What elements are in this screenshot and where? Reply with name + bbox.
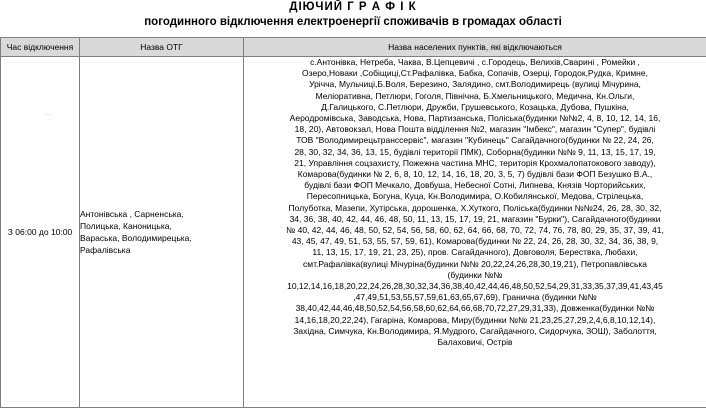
otg-name-line: Антонівська , Сарненська, <box>80 209 184 219</box>
page-title: ДІЮЧИЙ Г Р А Ф І К <box>289 1 417 13</box>
places-line: Меліоративна, Петлюри, Гоголя, Північна, Б.Хмельницького, Медична, Кн.Ольги, <box>315 90 635 101</box>
page-subtitle: погодинного відключення електроенергії споживачів в громадах області <box>144 16 562 28</box>
outage-schedule-table <box>0 37 706 408</box>
places-cell <box>244 57 706 408</box>
column-header-time: Час відключення <box>1 38 80 57</box>
otg-name-line: Вараська, Володимирецька, <box>80 233 192 243</box>
places-line: 43, 45, 47, 49, 51, 53, 55, 57, 59, 61), Комарова(будинки № 22, 24, 26, 28, 30, 32, 34, 36, 38, 9, <box>291 236 659 247</box>
places-line: Урічча, Мульчиці,Б.Воля, Березино, Залядино, смт.Володимирець (вулиці Мічурина, <box>309 79 641 90</box>
places-line: будівлі бази ФОП Мечкало, Довбуша, Небесної Сотні, Липнева, Князів Чорторийських, <box>304 180 646 191</box>
places-line: 34, 36, 38, 40, 42, 44, 46, 48, 50, 11, 13, 15, 17, 19, 21, магазин "Бурки"), Сагайдачного(будинки <box>289 213 661 224</box>
places-line: с.Антонівка, Нетреба, Чаква, В.Цепцевичі , с.Городець, Велихів,Сварині , Ромейки , <box>310 57 640 67</box>
places-line: Пересопницька, Богуна, Куца, Кн.Володимира, О.Кобилянської, Медова, Стрілецька, <box>306 191 644 202</box>
places-line: (будинки №№ <box>447 269 503 280</box>
column-header-places: Назва населених пунктів, які відключаються <box>244 38 706 57</box>
otg-cell <box>80 57 244 408</box>
places-line: 10,12,14,16,18,20,22,24,26,28,30,32,34,36,38,40,42,44,46,48,50,52,54,29,31,33,35,37,39,41,43,45 <box>287 281 663 292</box>
places-line: Полуботка, Мазепи, Хутірська, дорошенка, Х.Хуткого, Поліська(будинки №№24, 26, 28, 30, 32, <box>288 202 662 213</box>
places-line: 11, 13, 15, 17, 19, 21, 23, 25), пров. Сагайдачного), Довговоля, Берествка, Любахи, <box>312 247 638 258</box>
places-line: 21, Управління соцзахисту, Пожежна частина МНС, територія Крохмалопатокового заводу), <box>294 157 656 168</box>
places-line: Комарова(будинки № 2, 6, 8, 10, 12, 14, 16, 18, 20, 3, 5, 7) будівлі бази ФОП Безушко В.А., <box>297 169 653 180</box>
places-line: Західна, Симчука, Кн.Володимира, Я.Мудрого, Сагайдачного, Сидорчука, ЗОШ), Заболоття, <box>293 325 657 336</box>
table-header-row <box>1 38 706 57</box>
places-line: Аеродромівська, Заводська, Нова, Партизанська, Поліська(будинки №№2, 4, 8, 10, 12, 14, 16, <box>289 113 661 124</box>
places-line: смт.Рафалівка(вулиці Мічуріна(будинки №№ 20,22,24,26,28,30,19,21), Петропавлівська <box>302 258 648 269</box>
places-line: 28, 30, 32, 34, 36, 13, 15, будівлі території ПМК), Соборна(будинки №№ 9, 11, 13, 15, 17, 19, <box>294 146 656 157</box>
places-line: Д.Галицького, С.Петлюри, Дружби, Грушевського, Козацька, Дубова, Пушкіна, <box>321 101 629 112</box>
dots-mark-icon: · · <box>45 112 51 118</box>
places-line: 38,40,42,44,46,48,50,52,54,56,58,60,62,64,66,68,70,72,27,29,31,33), Довженка(будинки №№ <box>295 303 655 314</box>
places-line: 18, 20), Автовокзал, Нова Пошта відділення №2, магазин "Імбекс", магазин "Супер", будівлі <box>294 124 656 135</box>
table-row <box>1 57 706 408</box>
places-line: Озеро,Новаки ,Собіщиці,Ст.Рафалівка, Бабка, Сопачів, Озерці, Городок,Рудка, Кримне, <box>302 68 648 79</box>
places-line: № 40, 42, 44, 46, 48, 50, 52, 54, 56, 58, 60, 62, 64, 66, 68, 70, 72, 74, 76, 78, 80, 29, 35, 37, 39, 41, <box>286 225 664 236</box>
otg-name-line: Рафалівська <box>80 245 131 255</box>
title-block <box>0 0 706 37</box>
column-header-otg: Назва ОТГ <box>80 38 244 57</box>
places-line: Балаховичі, Острів <box>437 337 513 348</box>
otg-name-line: Полицька, Каноницька, <box>80 221 172 231</box>
places-line: ТОВ "Володимирецьтранссервіс", магазин "Кубинець" Сагайдачного(будинки № 22, 24, 26, <box>296 135 654 146</box>
outage-time: З 06:00 до 10:00 <box>7 227 73 237</box>
places-line: ,47,49,51,53,55,57,59,61,63,65,67,69), Гранична (будинки №№ <box>353 292 597 303</box>
time-cell <box>1 57 80 408</box>
places-line: 14,16,18,20,22,24), Гагаріна, Комарова, Миру(будинки №№ 21,23,25,27,29,2,4,6,8,10,12,14), <box>294 314 656 325</box>
